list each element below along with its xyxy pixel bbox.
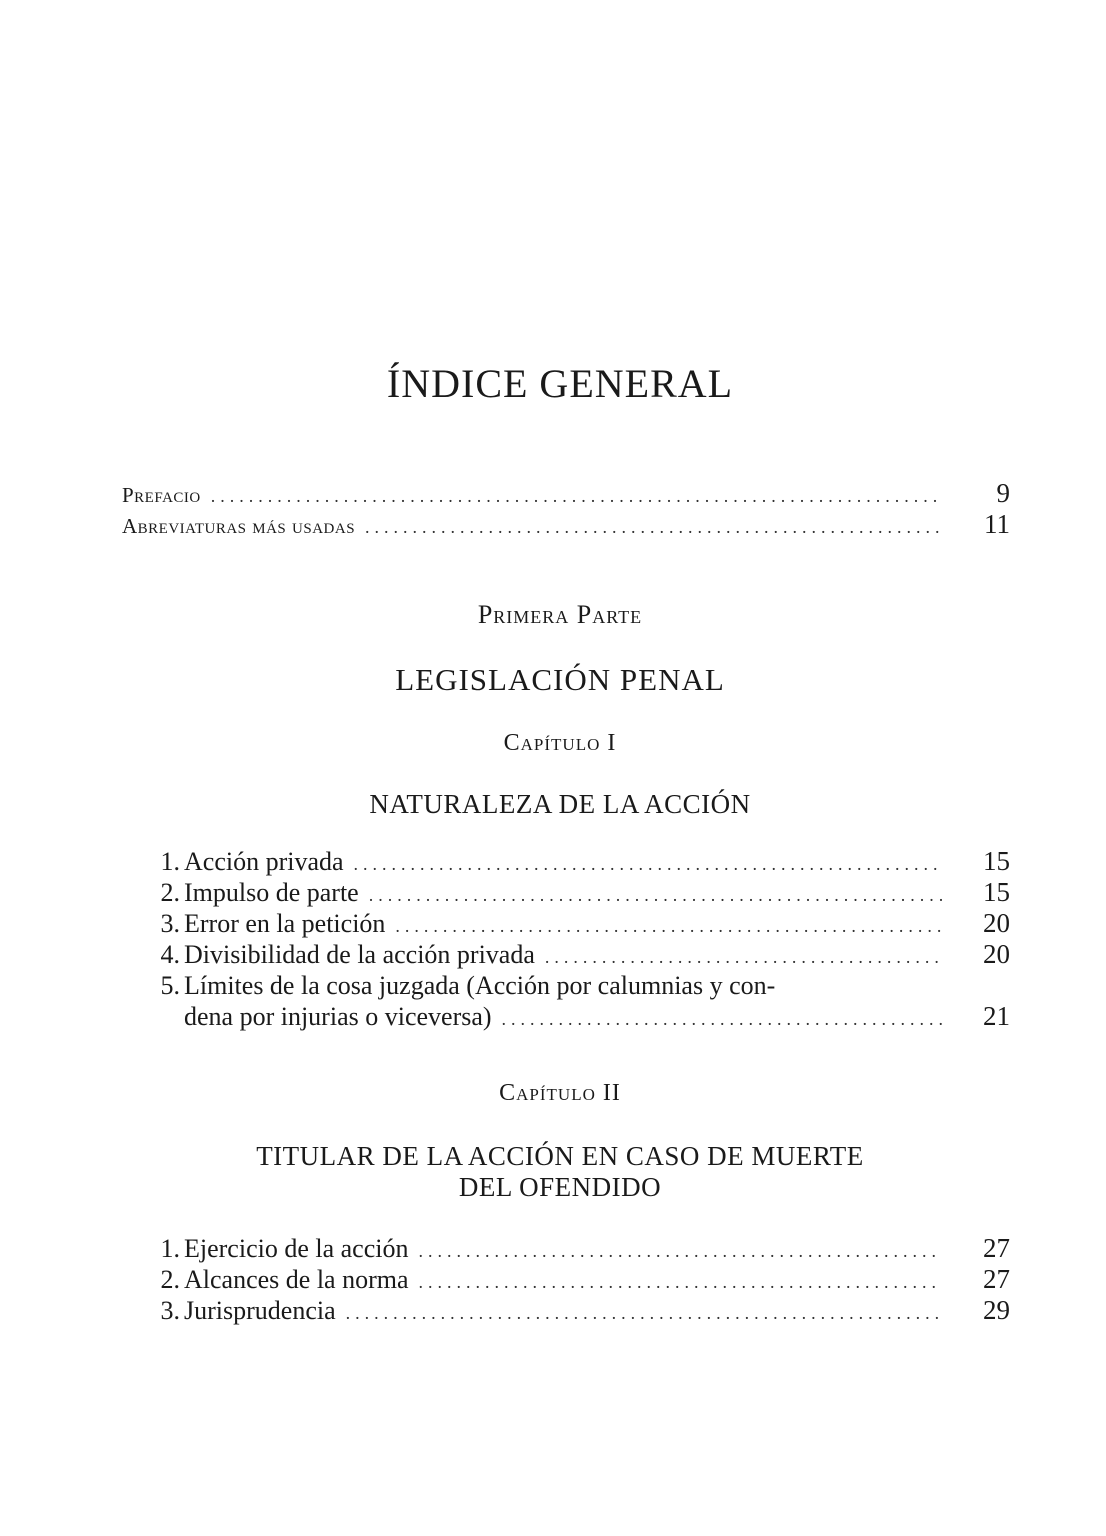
leader-dots	[365, 512, 942, 543]
toc-entry-label: Impulso de parte	[184, 878, 359, 907]
toc-entry-label-continuation: dena por injurias o viceversa)	[184, 1002, 492, 1031]
toc-entry[interactable]	[122, 877, 1010, 908]
toc-entry-label: Abreviaturas más usadas	[122, 514, 356, 538]
chapter-1-title: NATURALEZA DE LA ACCIÓN	[369, 789, 751, 819]
toc-page-number: 27	[983, 1233, 1010, 1263]
leader-dots	[346, 1298, 942, 1329]
leader-dots	[369, 880, 942, 911]
toc-entry[interactable]	[122, 1295, 1010, 1326]
toc-entry-number: 1.	[160, 1234, 180, 1263]
toc-entry-label: Divisibilidad de la acción privada	[184, 940, 535, 969]
toc-entry-label: Jurisprudencia	[184, 1296, 336, 1325]
toc-page-number: 20	[983, 908, 1010, 938]
toc-entry[interactable]	[122, 970, 1010, 1001]
toc-entry[interactable]	[122, 478, 1010, 509]
toc-entry-number: 3.	[160, 1296, 180, 1325]
toc-page-number: 9	[996, 478, 1010, 508]
toc-entry-number: 3.	[160, 909, 180, 938]
part-label: Primera Parte	[477, 600, 643, 629]
toc-entry-number: 4.	[160, 940, 180, 969]
front-matter-list	[122, 478, 1010, 540]
part-title: LEGISLACIÓN PENAL	[395, 662, 725, 697]
chapter-2-label: Capítulo II	[499, 1080, 621, 1106]
toc-entry[interactable]	[122, 908, 1010, 939]
chapter-1-label: Capítulo I	[503, 730, 617, 756]
toc-entry-label: Prefacio	[122, 483, 201, 507]
toc-entry-number: 1.	[160, 847, 180, 876]
leader-dots	[418, 1236, 942, 1267]
chapter-1-entries	[122, 846, 1010, 1032]
toc-entry[interactable]	[122, 1264, 1010, 1295]
toc-entry-label: Alcances de la norma	[184, 1265, 409, 1294]
chapter-2-title-line-2: DEL OFENDIDO	[458, 1172, 662, 1202]
toc-entry-number: 2.	[160, 878, 180, 907]
toc-entry-label: Acción privada	[184, 847, 344, 876]
toc-entry-number: 2.	[160, 1265, 180, 1294]
toc-entry-continuation[interactable]	[122, 1001, 1010, 1032]
toc-entry-number: 5.	[160, 971, 180, 1000]
toc-page-number: 29	[983, 1295, 1010, 1325]
toc-entry[interactable]	[122, 846, 1010, 877]
toc-entry-label: Ejercicio de la acción	[184, 1234, 409, 1263]
toc-entry[interactable]	[122, 509, 1010, 540]
toc-page-number: 27	[983, 1264, 1010, 1294]
leader-dots	[545, 942, 942, 973]
toc-page-number: 15	[983, 846, 1010, 876]
toc-page-number: 15	[983, 877, 1010, 907]
index-title: ÍNDICE GENERAL	[386, 361, 734, 406]
leader-dots	[502, 1004, 942, 1035]
toc-page-number: 21	[983, 1001, 1010, 1031]
leader-dots	[395, 911, 942, 942]
toc-entry-label: Límites de la cosa juzgada (Acción por calumnias y con-	[184, 971, 776, 1000]
leader-dots	[211, 481, 942, 512]
chapter-2-title-line-1: TITULAR DE LA ACCIÓN EN CASO DE MUERTE	[256, 1141, 864, 1171]
toc-page-number: 11	[984, 509, 1010, 539]
toc-entry[interactable]	[122, 1233, 1010, 1264]
toc-page-number: 20	[983, 939, 1010, 969]
toc-entry-label: Error en la petición	[184, 909, 386, 938]
leader-dots	[419, 1267, 942, 1298]
chapter-2-entries	[122, 1233, 1010, 1326]
toc-entry[interactable]	[122, 939, 1010, 970]
leader-dots	[354, 849, 942, 880]
